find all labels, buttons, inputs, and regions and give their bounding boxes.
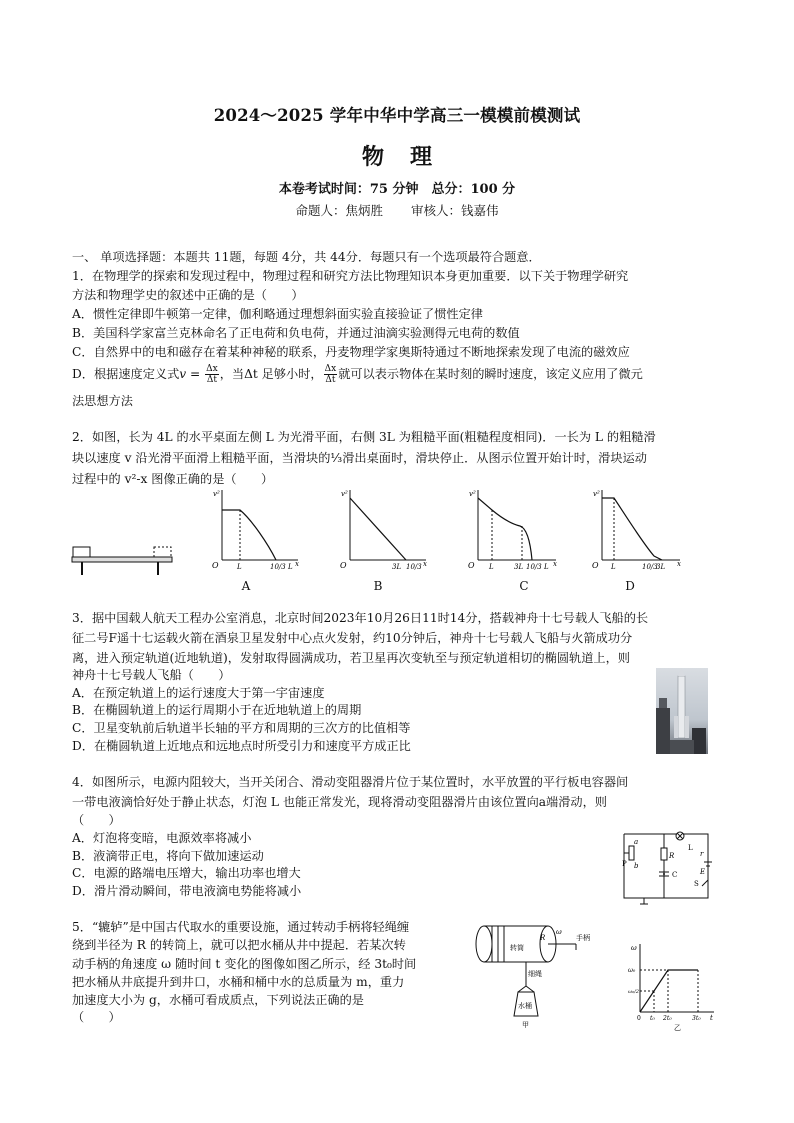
graph-b-x-label: x: [423, 560, 427, 568]
q5-stem-line6: （ ）: [72, 1010, 121, 1024]
graph-a-tick-l: L: [237, 563, 242, 571]
table-figure: [70, 538, 182, 578]
graph-x-tick-t0: t₀: [650, 1015, 655, 1022]
figure-a-label: 甲: [522, 1021, 529, 1029]
q3-option-b: B．在椭圆轨道上的运行周期小于在近地轨道上的周期: [72, 703, 362, 717]
omega-label: ω: [556, 928, 562, 936]
graph-c-origin: O: [468, 561, 475, 570]
bucket-label: 水桶: [518, 1002, 532, 1010]
circuit-label-e: E: [700, 868, 706, 876]
q1-d-post: 就可以表示物体在某时刻的瞬时速度，该定义应用了微元: [338, 367, 643, 381]
graph-d-x-label: x: [677, 560, 681, 568]
q3-option-d: D．在椭圆轨道上近地点和远地点时所受引力和速度平方成正比: [72, 739, 411, 753]
q1-stem-line2: 方法和物理学史的叙述中正确的是（ ）: [72, 288, 304, 302]
graph-a-tick-103l: 10/3 L: [270, 563, 293, 571]
q3-stem-line2: 征二号F遥十七运载火箭在酒泉卫星发射中心点火发射，约10分钟后，神舟十七号载人飞船与火箭成功分: [72, 631, 633, 645]
graph-x-tick-3t0: 3t₀: [692, 1015, 701, 1022]
graph-y-tick-half: ω₀/2: [628, 989, 639, 995]
q1-option-d-line2: 法思想方法: [72, 394, 133, 408]
graph-d-tick-3l: 3L: [656, 563, 666, 571]
q1-d-pre: D．根据速度定义式: [72, 367, 180, 381]
graph-c: [468, 486, 560, 572]
graph-a-y-label: v²: [213, 490, 220, 498]
circuit-diagram: [612, 828, 716, 913]
graph-x-label: t: [710, 1014, 713, 1022]
reviewer: 审核人：钱嘉伟: [410, 203, 499, 218]
q1-option-c: C．自然界中的电和磁存在着某种神秘的联系，丹麦物理学家奥斯特通过不断地探索发现了电流的磁效应: [72, 345, 630, 359]
q5-stem-line3: 动手柄的角速度 ω 随时间 t 变化的图像如图乙所示，经 3t₀时间: [72, 957, 417, 971]
q1-d-fraction: [205, 364, 219, 385]
graph-a-origin: O: [212, 561, 219, 570]
graph-a-label: A: [241, 579, 251, 593]
graph-y-tick-omega0: ω₀: [628, 967, 636, 974]
q4-option-b: B．液滴带正电，将向下做加速运动: [72, 849, 264, 863]
graph-d-tick-l: L: [611, 563, 616, 571]
circuit-label-s: S: [694, 880, 699, 888]
rope-label: 细绳: [528, 970, 542, 978]
graph-x-tick-2t0: 2t₀: [663, 1015, 672, 1022]
q2-stem-line3: 过程中的 v²-x 图像正确的是（ ）: [72, 472, 274, 486]
graph-c-label: C: [519, 579, 529, 593]
graph-c-x-label: x: [553, 560, 557, 568]
q4-option-a: A．灯泡将变暗，电源效率将减小: [72, 831, 252, 845]
graph-d-y-label: v²: [593, 490, 600, 498]
q4-option-d: D．滑片滑动瞬间，带电液滴电势能将减小: [72, 884, 302, 898]
circuit-label-c: C: [672, 871, 678, 879]
omega-time-graph: [628, 940, 718, 1037]
q4-option-c: C．电源的路端电压增大，输出功率也增大: [72, 866, 301, 880]
graph-b: [340, 486, 430, 572]
section-heading: 一、 单项选择题：本题共 11题，每题 4分，共 44分．每题只有一个选项最符合题意．: [72, 250, 541, 264]
graph-c-tick-103l: 10/3 L: [526, 563, 549, 571]
graph-b-tick-103: 10/3: [406, 563, 422, 571]
drum-label: 转筒: [510, 944, 524, 952]
q3-stem-line3: 离，进入预定轨道(近地轨道)，发射取得圆满成功，若卫星再次变轨至与预定轨道相切的椭圆轨道上，则: [72, 651, 630, 665]
q1-d-fraction-2: [324, 364, 338, 385]
frac-den: Δt: [325, 375, 336, 385]
frac-num: Δx: [206, 364, 218, 374]
q4-stem-line3: （ ）: [72, 813, 121, 827]
graph-c-y-label: v²: [469, 490, 476, 498]
circuit-label-p: P: [622, 860, 627, 868]
graph-y-label: ω: [631, 944, 637, 952]
frac-num: Δx: [324, 364, 337, 374]
graph-b-y-label: v²: [341, 490, 348, 498]
graph-x-tick-0: 0: [637, 1015, 641, 1022]
circuit-label-a: a: [634, 838, 639, 846]
graph-d: [592, 486, 684, 572]
windlass-figure: [466, 920, 616, 1035]
exam-info: 本卷考试时间：75 分钟 总分：100 分: [278, 182, 516, 197]
q3-stem-line4: 神舟十七号载人飞船（ ）: [72, 668, 231, 682]
graph-c-tick-l: L: [489, 563, 494, 571]
figure-b-label: 乙: [674, 1024, 681, 1032]
q1-option-b: B．美国科学家富兰克林命名了正电荷和负电荷，并通过油滴实验测得元电荷的数值: [72, 326, 520, 340]
q1-stem-line1: 1．在物理学的探索和发现过程中，物理过程和研究方法比物理知识本身更加重要．以下关于物理学研究: [72, 269, 629, 283]
setter: 命题人：焦炳胜: [295, 203, 383, 218]
q2-stem-line2: 块以速度 v 沿光滑平面滑上粗糙平面，当滑块的⅓滑出桌面时，滑块停止．从图示位置开始计时，滑块运动: [72, 451, 647, 465]
rocket-launch-photo: [656, 668, 708, 754]
graph-a: [212, 486, 302, 572]
q3-option-c: C．卫星变轨前后轨道半长轴的平方和周期的三次方的比值相等: [72, 721, 411, 735]
graph-d-origin: O: [592, 561, 599, 570]
graph-b-tick-3l: 3L: [392, 563, 402, 571]
circuit-label-r-internal: r: [700, 850, 704, 858]
graph-a-x-label: x: [295, 560, 299, 568]
q4-stem-line2: 一带电液滴恰好处于静止状态，灯泡 L 也能正常发光，现将滑动变阻器滑片由该位置向a端滑动，则: [72, 795, 607, 809]
graph-b-label: B: [373, 579, 383, 593]
subject-title: 物理: [361, 144, 458, 170]
q1-option-d: [72, 364, 722, 385]
graph-b-origin: O: [340, 561, 347, 570]
q5-stem-line4: 把水桶从井底提升到井口，水桶和桶中水的总质量为 m，重力: [72, 975, 405, 989]
q5-stem-line2: 绕到半径为 R 的转筒上，就可以把水桶从井中提起．若某次转: [72, 938, 406, 952]
q1-d-v: v: [179, 367, 187, 381]
exam-title: 2024～2025 学年中华中学高三一模模前模测试: [213, 106, 581, 125]
authors: [0, 202, 794, 221]
circuit-label-l: L: [688, 844, 693, 852]
graph-d-label: D: [625, 579, 635, 593]
q5-stem-line5: 加速度大小为 g，水桶可看成质点，下列说法正确的是: [72, 993, 364, 1007]
q2-stem-line1: 2．如图，长为 4L 的水平桌面左侧 L 为光滑平面，右侧 3L 为粗糙平面(粗糙程度相同)．一长为 L 的粗糙滑: [72, 430, 656, 444]
q1-d-eq: =: [186, 367, 205, 381]
radius-label: R: [540, 934, 546, 942]
q1-option-a: A．惯性定律即牛顿第一定律，伽利略通过理想斜面实验直接验证了惯性定律: [72, 307, 483, 321]
circuit-label-b: b: [634, 862, 639, 870]
q3-stem-line1: 3．据中国载人航天工程办公室消息，北京时间2023年10月26日11时14分，搭载神舟十七号载人飞船的长: [72, 611, 649, 625]
q3-option-a: A．在预定轨道上的运行速度大于第一宇宙速度: [72, 686, 325, 700]
q5-stem-line1: 5．“辘轳”是中国古代取水的重要设施，通过转动手柄将轻绳缠: [72, 920, 410, 934]
circuit-label-r: R: [669, 852, 675, 860]
frac-den: Δt: [206, 375, 217, 385]
handle-label: 手柄: [576, 934, 590, 942]
q4-stem-line1: 4．如图所示，电源内阻较大，当开关闭合、滑动变阻器滑片位于某位置时，水平放置的平行板电容器间: [72, 775, 629, 789]
graph-c-tick-3l: 3L: [514, 563, 524, 571]
graph-d-tick-103: 10/3: [642, 563, 658, 571]
q1-d-mid: ，当Δt 足够小时，: [219, 367, 323, 381]
